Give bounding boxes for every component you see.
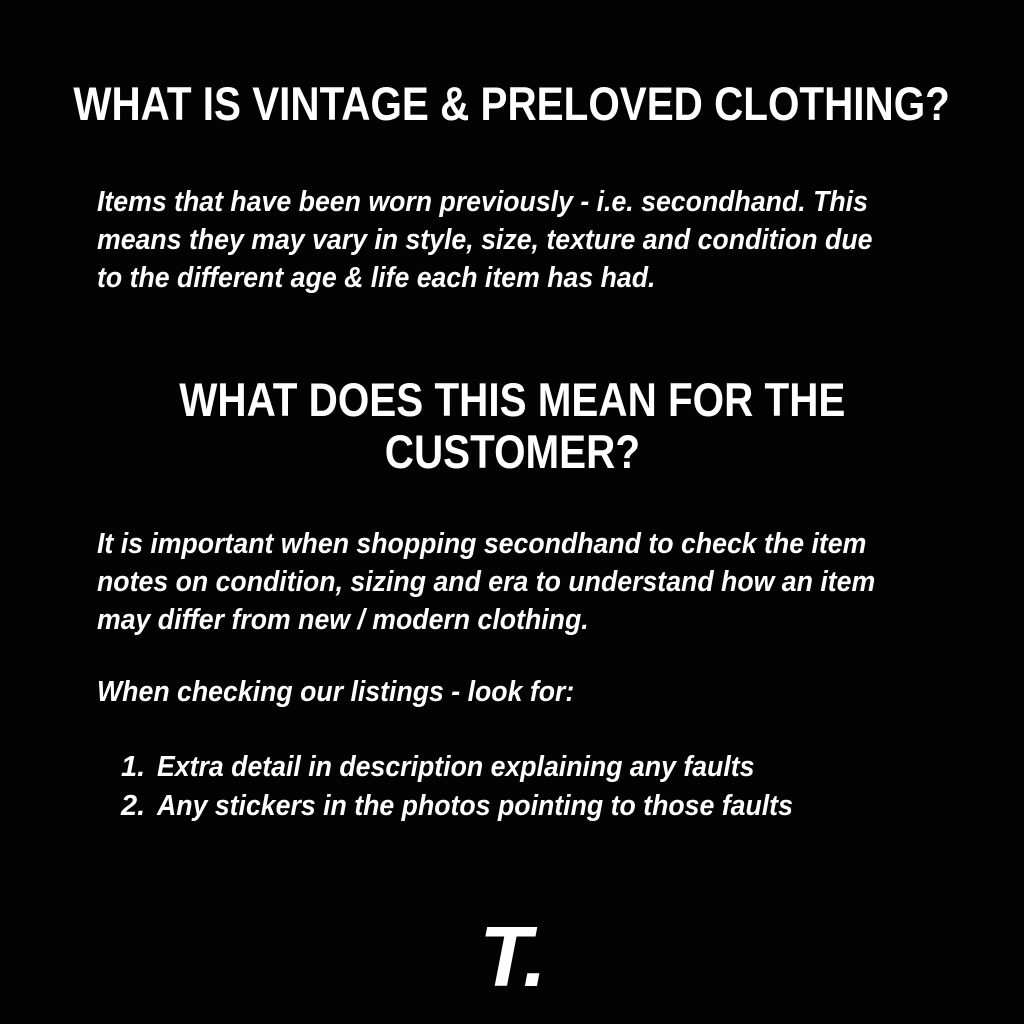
- text-line: [97, 563, 943, 601]
- text-line-content: means they may vary in style, size, texture and condition due: [97, 224, 873, 256]
- main-heading-text: WHAT IS VINTAGE & PRELOVED CLOTHING?: [73, 77, 951, 130]
- brand-logo-text: T.: [479, 910, 545, 1005]
- customer-paragraph: [97, 525, 943, 639]
- text-line-content: notes on condition, sizing and era to understand how an item: [97, 566, 876, 598]
- text-line-content: to the different age & life each item has had.: [97, 262, 656, 294]
- secondary-heading-line: [0, 374, 1024, 426]
- text-line-content: Items that have been worn previously - i.e. secondhand. This: [97, 186, 868, 218]
- main-heading: [0, 76, 1024, 132]
- text-line: [97, 221, 940, 259]
- checklist-item: [121, 787, 848, 826]
- secondary-heading: [0, 374, 1024, 478]
- brand-logo: [0, 910, 1024, 1005]
- checklist-item: [121, 748, 848, 787]
- checklist-item-text: Any stickers in the photos pointing to those faults: [157, 790, 793, 822]
- text-line: [97, 601, 943, 639]
- checklist-item-text: Extra detail in description explaining any faults: [157, 751, 755, 783]
- checklist-item-number: 1.: [121, 751, 146, 783]
- listings-lead-text: When checking our listings - look for:: [97, 676, 575, 708]
- text-line: [97, 525, 943, 563]
- intro-paragraph: [97, 183, 940, 297]
- checklist-item-number: 2.: [121, 790, 146, 822]
- secondary-heading-text: WHAT DOES THIS MEAN FOR THE: [178, 373, 846, 426]
- secondary-heading-line: [0, 426, 1024, 478]
- text-line: [97, 259, 940, 297]
- text-line-content: may differ from new / modern clothing.: [97, 604, 589, 636]
- text-line-content: It is important when shopping secondhand to check the item: [97, 528, 867, 560]
- listings-lead: [97, 673, 616, 711]
- secondary-heading-text: CUSTOMER?: [384, 425, 640, 478]
- text-line: [97, 183, 940, 221]
- checklist: [121, 748, 848, 826]
